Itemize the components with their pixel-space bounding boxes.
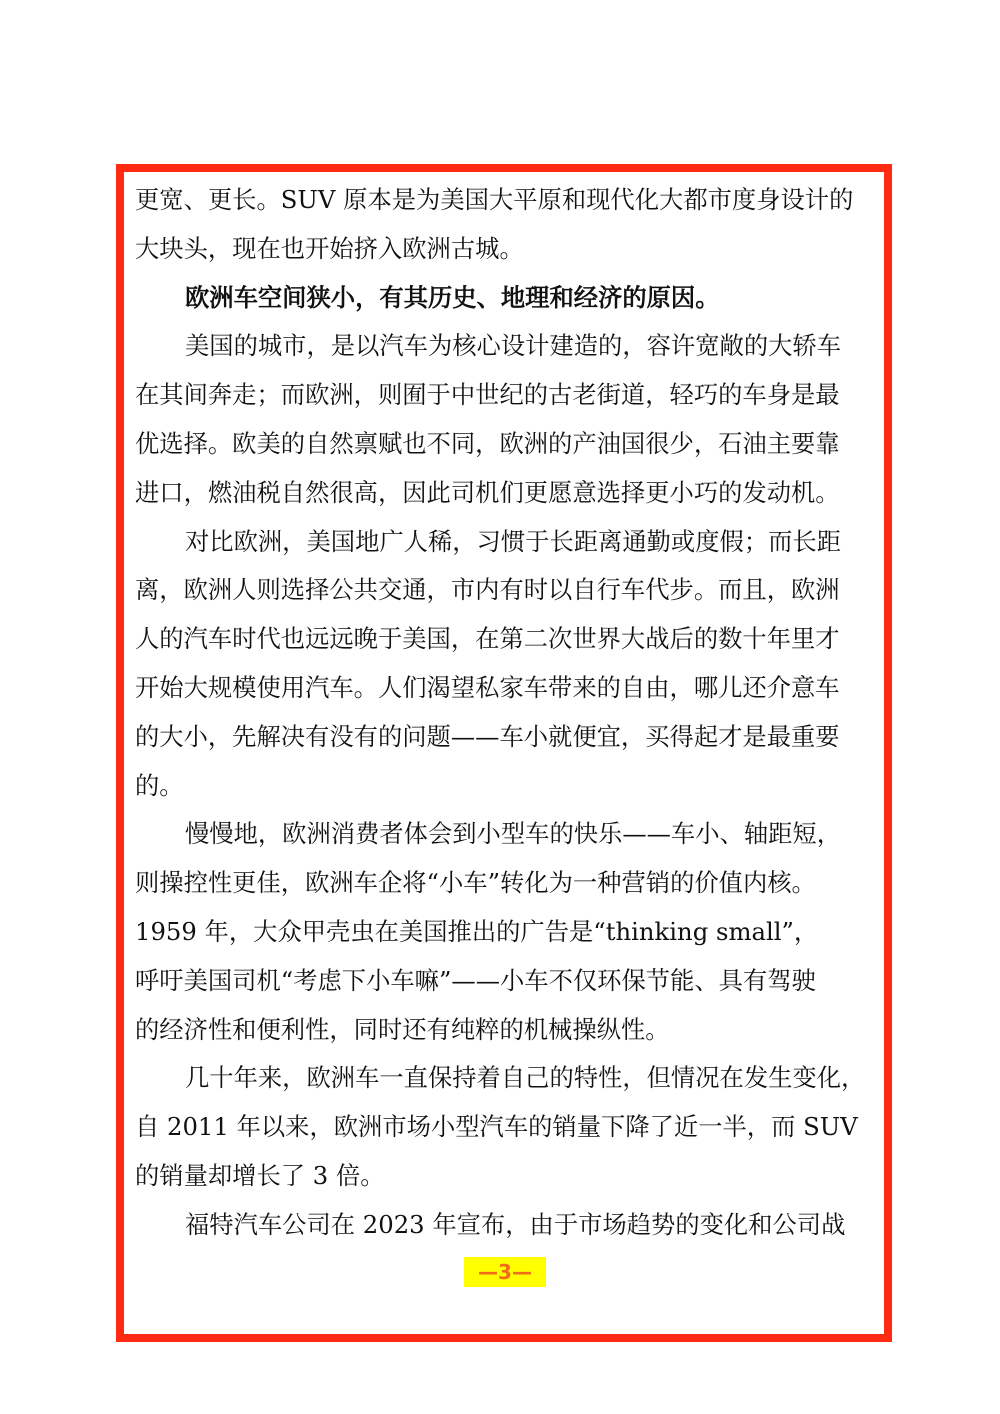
text-line: 呼吁美国司机“考虑下小车嘛”——小车不仅环保节能、具有驾驶 (135, 965, 816, 995)
article-body (135, 176, 865, 1250)
text-line: 慢慢地，欧洲消费者体会到小型车的快乐——车小、轴距短， (185, 819, 842, 849)
text-line: 进口，燃油税自然很高，因此司机们更愿意选择更小巧的发动机。 (135, 477, 840, 507)
page-number: —3— (464, 1257, 546, 1287)
text-line: 1959 年，大众甲壳虫在美国推出的广告是“thinking small”， (135, 916, 819, 946)
text-line: 人的汽车时代也远远晚于美国，在第二次世界大战后的数十年里才 (135, 624, 840, 654)
text-line: 优选择。欧美的自然禀赋也不同，欧洲的产油国很少，石油主要靠 (135, 428, 840, 458)
text-line: 开始大规模使用汽车。人们渴望私家车带来的自由，哪儿还介意车 (135, 672, 840, 702)
text-line: 则操控性更佳，欧洲车企将“小车”转化为一种营销的价值内核。 (135, 868, 816, 898)
text-line: 福特汽车公司在 2023 年宣布，由于市场趋势的变化和公司战 (185, 1209, 846, 1239)
text-line: 的。 (135, 770, 184, 800)
text-line: 的销量却增长了 3 倍。 (135, 1160, 385, 1190)
text-line: 大块头，现在也开始挤入欧洲古城。 (135, 233, 524, 263)
text-line: 对比欧洲，美国地广人稀，习惯于长距离通勤或度假；而长距 (185, 526, 842, 556)
text-line: 的经济性和便利性，同时还有纯粹的机械操纵性。 (135, 1014, 670, 1044)
text-line: 美国的城市，是以汽车为核心设计建造的，容许宽敞的大轿车 (185, 331, 842, 361)
text-line: 的大小，先解决有没有的问题——车小就便宜，买得起才是最重要 (135, 721, 840, 751)
text-line: 离，欧洲人则选择公共交通，市内有时以自行车代步。而且，欧洲 (135, 575, 840, 605)
text-line: 几十年来，欧洲车一直保持着自己的特性，但情况在发生变化， (185, 1063, 865, 1093)
text-line: 自 2011 年以来，欧洲市场小型汽车的销量下降了近一半，而 SUV (135, 1112, 858, 1142)
text-line: 在其间奔走；而欧洲，则囿于中世纪的古老街道，轻巧的车身是最 (135, 380, 840, 410)
text-line: 更宽、更长。SUV 原本是为美国大平原和现代化大都市度身设计的 (135, 185, 854, 214)
section-heading: 欧洲车空间狭小，有其历史、地理和经济的原因。 (185, 282, 720, 312)
